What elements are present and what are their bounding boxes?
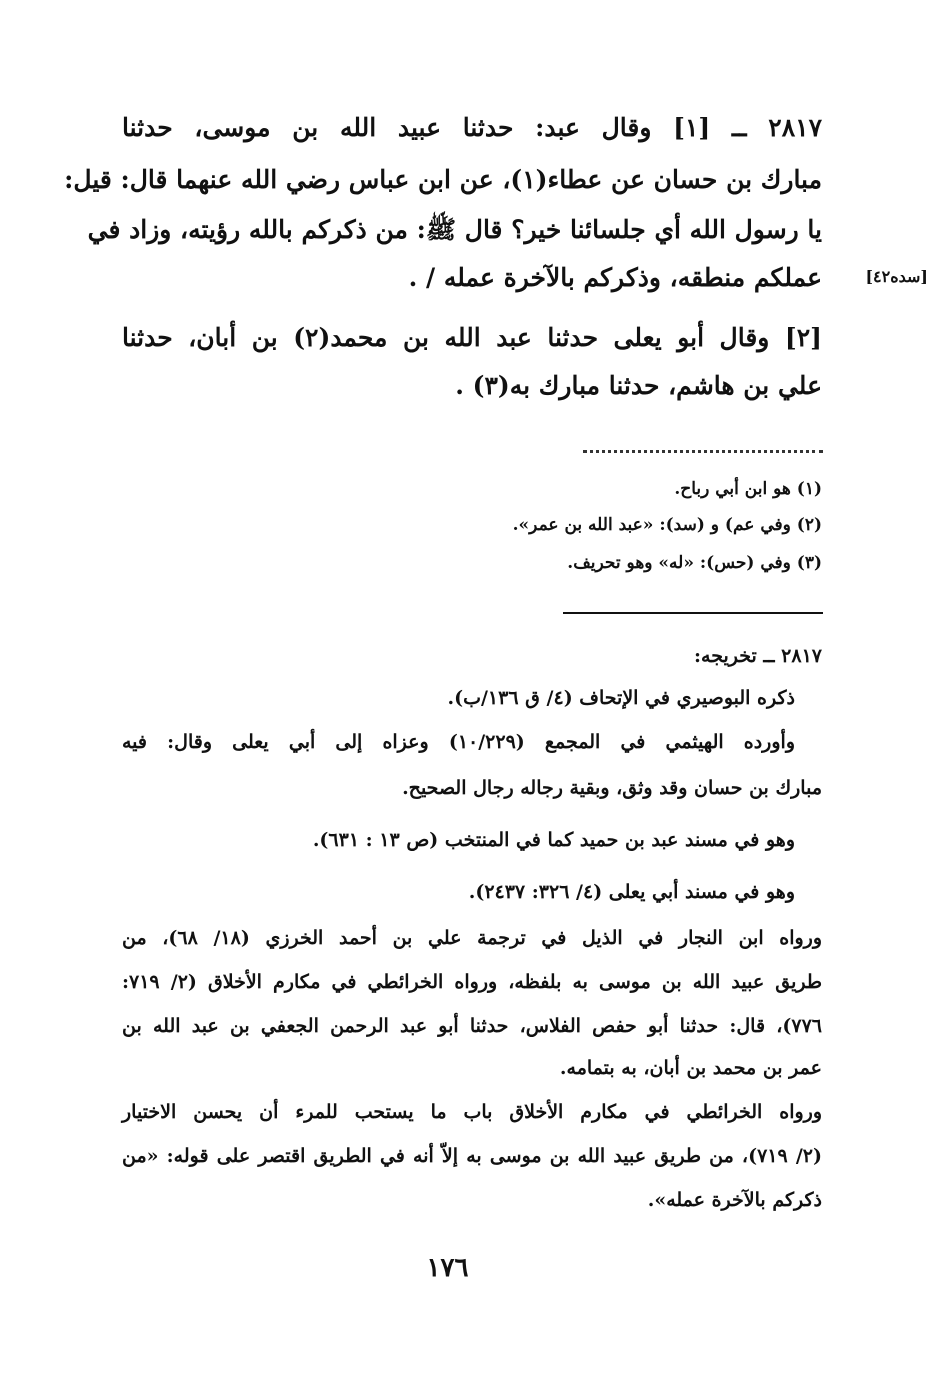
takhrij-paragraph-3: وهو في مسند عبد بن حميد كما في المنتخب (ص ١٣ : ٦٣١). [312,829,795,851]
takhrij-paragraph-5-line-1: ورواه ابن النجار في الذيل في ترجمة علي بن أحمد الخرزي (١٨/ ٦٨)، من [122,927,822,949]
takhrij-paragraph-5-line-3: ٧٧٦)، قال: حدثنا أبو حفص الفلاس، حدثنا أبو عبد الرحمن الجعفي بن عبد الله بن [122,1015,822,1037]
footnote-separator-dots [583,450,823,457]
footnote-3: (٣) وفي (حس): «له» وهو تحريف. [567,553,822,573]
hadith-line-1: ٢٨١٧ ــ [١] وقال عبد: حدثنا عبيد الله بن موسى، حدثنا [122,113,823,142]
takhrij-paragraph-5-line-4: عمر بن محمد بن أبان، به بتمامه. [559,1057,822,1079]
isnad-line-2: علي بن هاشم، حدثنا مبارك به(٣) . [455,371,822,400]
takhrij-paragraph-6-line-3: ذكركم بالآخرة عمله». [647,1189,822,1211]
section-divider [563,612,823,614]
isnad-line-1: [٢] وقال أبو يعلى حدثنا عبد الله بن محمد(٢) بن أبان، حدثنا [122,323,822,352]
footnote-2: (٢) وفي عم) و (سد): «عبد الله بن عمر». [512,515,822,535]
hadith-line-4: عملكم منطقه، وذكركم بالآخرة عمله / . [408,263,822,292]
hadith-line-3: يا رسول الله أي جلسائنا خير؟ قال ﷺ: من ذكركم بالله رؤيته، وزاد في [87,215,822,244]
hadith-line-2: مبارك بن حسان عن عطاء(١)، عن ابن عباس رضي الله عنهما قال: قيل: [64,165,822,194]
margin-reference: [سده٤٢] [865,267,928,286]
takhrij-paragraph-2-line-2: مبارك بن حسان وقد وثق، وبقية رجاله رجال الصحيح. [402,777,822,799]
takhrij-paragraph-1: ذكره البوصيري في الإتحاف (٤/ ق ١٣٦/ب). [447,687,795,709]
takhrij-paragraph-2-line-1: وأورده الهيثمي في المجمع (١٠/٢٢٩) وعزاه إلى أبي يعلى وقال: فيه [122,731,795,753]
takhrij-paragraph-4: وهو في مسند أبي يعلى (٤/ ٣٢٦: ٢٤٣٧). [468,881,795,903]
footnote-1: (١) هو ابن أبي رباح. [674,479,822,499]
takhrij-paragraph-6-line-1: ورواه الخرائطي في مكارم الأخلاق باب ما يستحب للمرء أن يحسن الاختيار [122,1101,822,1123]
takhrij-paragraph-5-line-2: طريق عبيد الله بن موسى به بلفظه، ورواه الخرائطي في مكارم الأخلاق (٢/ ٧١٩: [122,971,822,993]
takhrij-paragraph-6-line-2: (٢/ ٧١٩)، من طريق عبيد الله بن موسى به إلاّ أنه في الطريق اقتصر على قوله: «من [122,1145,822,1167]
page-number: ١٧٦ [426,1253,469,1283]
takhrij-heading: ٢٨١٧ ــ تخريجه: [694,645,822,667]
